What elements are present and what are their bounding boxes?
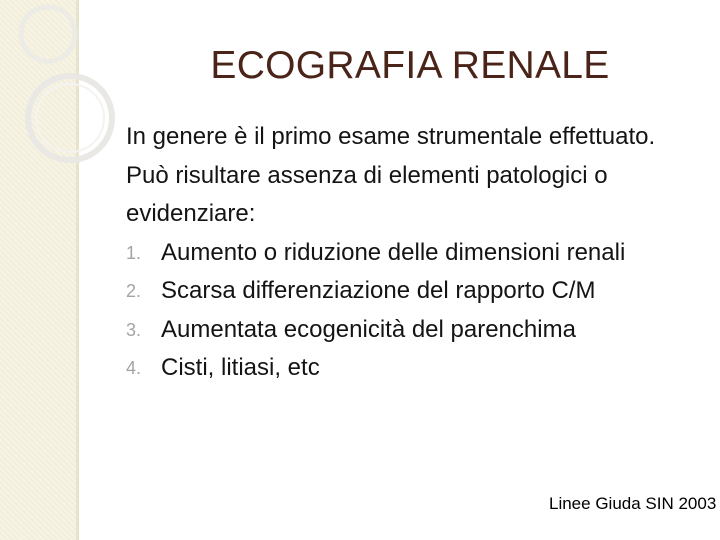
- list-item-text: Aumento o riduzione delle dimensioni renali: [161, 238, 626, 266]
- slide-title: ECOGRAFIA RENALE: [210, 44, 610, 87]
- list-number: 2.: [126, 281, 142, 301]
- list-item-text: Aumentata ecogenicità del parenchima: [161, 315, 576, 343]
- intro-paragraph-2: Può risultare assenza di elementi patologici o evidenziare:: [126, 161, 608, 227]
- list-item-text: Cisti, litiasi, etc: [161, 354, 320, 381]
- findings-list: [126, 234, 701, 388]
- list-number: 1.: [126, 242, 142, 263]
- slide-body: [126, 118, 701, 388]
- list-item: [126, 272, 701, 311]
- decorative-ring-top: [21, 7, 75, 61]
- intro-paragraph-1: In genere è il primo esame strumentale effettuato.: [126, 123, 656, 150]
- list-item: [126, 349, 701, 388]
- decorative-ring-bottom: [28, 76, 112, 160]
- decorative-rings-graphic: [0, 0, 130, 200]
- list-item: [126, 311, 701, 350]
- list-item: [126, 234, 701, 273]
- citation-footer: Linee Giuda SIN 2003: [549, 494, 717, 513]
- decorative-ring-inner: [36, 84, 104, 152]
- list-number: 4.: [126, 358, 142, 378]
- list-number: 3.: [126, 319, 142, 340]
- list-item-text: Scarsa differenziazione del rapporto C/M: [161, 277, 596, 304]
